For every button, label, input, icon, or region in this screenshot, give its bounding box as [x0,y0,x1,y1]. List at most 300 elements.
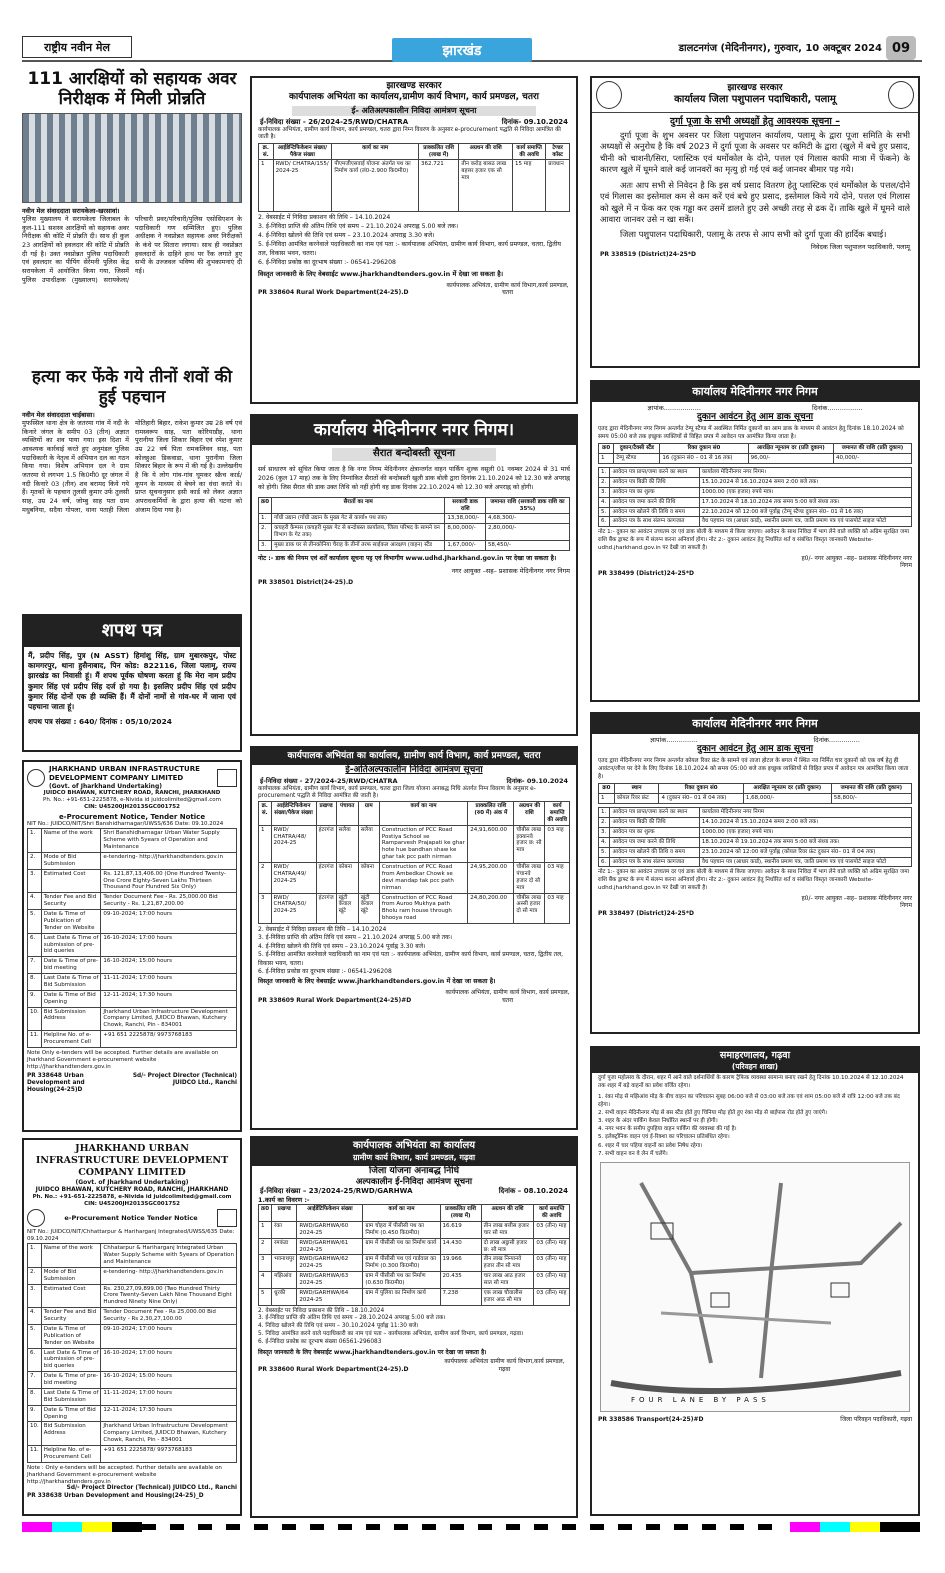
govt-emblem-icon [27,769,45,787]
table-cell: हंटरगंज [316,893,336,924]
org-name: JHARKHAND URBAN INFRASTRUCTURE DEVELOPMENT COMPANY LIMITED [49,765,200,782]
column-header: रिक्त दुकान सं0 [660,444,748,454]
story-text: पुलिस मुख्यालय ने सरायकेला जिलाबल के कुल-111 सशस्त्र आरक्षियों को सहायक अवर निरीक्षक की कोटि में प्रोन्नति दी। साथ ही कुल 23 आरक्षियों को हवलदार की कोटि में प्रोन्नति दी गई है। उक्त नवप्रोन्नत पुलिस पदाधिकारी एवं हवलदार का पीपिंग सेरेमनी पुलिस केंद्र सरायकेला में आयोजित किया गया, जिसमें पुलिस उपाधीक्षक (मुख्यालय) सरायकेला/परिचारी प्रवर/परिचारी/पुलिस एसोसिएशन के पदाधिकारी गण सम्मिलित हुए। पुलिस अधीक्षक ने नवप्रोन्नत सहायक अवर निरीक्षकों के कंधे पर सितारा लगाया। साथ ही नवप्रोन्नत हवलदारों के दाहिने हाथ पर रैंक लगाते हुए सभी के उज्जवल भविष्य की शुभकामनाएं दी गई। [22,215,242,284]
table-cell: 20.435 [440,1272,481,1289]
table-cell: कोबना [358,863,379,894]
table-row [599,517,912,527]
table-cell: आवेदन पत्र प्राप्त/जमा करने का स्थान [610,468,699,478]
table-cell: तीन करोड़ बासठ लाख बहत्तर हजार एक सौ मात्र [459,160,513,212]
column-header: जमानत राशि (सरकारी डाक राशि का 35%) [485,497,569,514]
table-cell: कचहरी कैम्पस (कचहरी मुख्य गेट से बन्दोबस्त कार्यालय, जिला परिषद के सामने वन विभाग के गेट तक) [272,524,445,541]
table-row [28,1267,237,1284]
table-cell: 1. [28,829,42,853]
table-cell: टेम्पू स्टैण्ड [614,454,660,464]
table-cell: 16 (दुकान सं0 – 01 से 16 तक) [660,454,748,464]
table-cell: 6. [28,933,42,957]
website-line: विस्तृत जानकारी के लिए वेबसाईट www.jharkhandtenders.gov.in में देखा जा सकता है। [258,978,496,986]
column-header: कार्य समाप्ति की अवधि [512,143,545,160]
column-header: क्र. सं. [259,143,274,160]
column-header: टेण्डर कॉस्ट [546,143,570,160]
table-cell: 09-10-2024; 17:00 hours [101,910,237,934]
table-cell: 1 [599,454,614,464]
table-cell: 1. [28,1244,42,1268]
place: चाईबासा। [72,411,95,420]
notice-items [252,924,576,978]
column-header: आईडेंटिफिकेशन संख्या [297,1205,363,1222]
column-header: सरकारी डाक राशि [445,497,486,514]
org-phone: Ph. No.: +91-651-2225878, e-Nivida id juidcolimited@gmail.com [32,1193,232,1200]
table-cell: Last Date & Time of submission of pre-bid queries [41,933,101,957]
table-cell: +91 651 2225878/ 9973768183 [101,1446,237,1463]
govt-title: झारखण्ड सरकार [386,81,442,91]
office-title: कार्यालय जिला पशुपालन पदाधिकारी, पलामू [674,94,836,106]
signatory: जिला परिवहन पदाधिकारी, गढ़वा [840,1415,912,1423]
table-cell: चार लाख आठ हजार सात सौ मात्र [481,1272,534,1289]
table-cell: 2,80,000/- [485,524,569,541]
road-inner [661,1313,831,1323]
table-cell: हंटरगंज [316,863,336,894]
table-cell: 3 [259,1255,272,1272]
table-cell: Estimated Cost [41,869,101,893]
table-cell: RWD/ CHATRA/48/ 2024-25 [271,825,316,862]
list-item: 2. वेबसाईट में निविदा प्रकाशन की तिथि – 14.10.2024 [258,214,391,222]
notice-title: ई- अतिअल्पकालीन निविदा आमंत्रण सूचना [292,106,536,116]
column-header: कार्य समाप्ति की अवधि [545,802,570,826]
signatory: निवेदक जिला पशुपालन पदाधिकारी, पलामू [810,242,910,251]
list-item: 7. सभी वाहन वन वे लेन में चलेंगे। [598,1150,668,1157]
table-cell: 40,000/- [834,454,912,464]
pr-number: PR 338586 Transport(24-25)#D [598,1415,704,1423]
schedule-table [598,807,912,867]
table-cell: 58,450/- [485,541,569,551]
column-header: कार्य का नाम [379,802,467,826]
table-cell: तीन लाख बत्तीस हजार चार सौ मात्र [481,1221,534,1238]
table-cell: 13,38,000/- [445,514,486,524]
table-cell: 2. [28,1267,42,1284]
memo-number: ज्ञापांक.................. [647,403,701,412]
table-cell: आवेदन पत्र जमा करने की तिथि [610,497,699,507]
table-cell: RWD/GARHWA/62 2024-25 [297,1255,363,1272]
table-row [599,507,912,517]
table-cell: 16.619 [440,1221,481,1238]
table-row [28,1372,237,1389]
website-line: विस्तृत जानकारी के लिए वेबसाईट www.jharkhandtenders.gov.in में देखा जा सकता है। [258,270,504,279]
table-cell: Tender Document Fee - Rs 25,000.00 Bid Security - Rs 2,30,27,100.00 [101,1308,237,1325]
table-row [28,957,237,974]
table-cell: e-tendering- http://jharkhandtenders.gov.in [101,852,237,869]
column-header: प्रखण्ड [272,1205,297,1222]
table-cell: 11. [28,1031,42,1048]
govt-emblem-icon [27,1209,45,1227]
signatory: Sd/- Project Director (Technical) JUIDCO Ltd., Ranchi [132,1072,237,1086]
column-header: प्राक्कलित राशि (रु0 में) अंक में [468,802,514,826]
table-cell: 2 [259,863,272,894]
table-cell: Tender Document Fee - Rs. 25,000.00 Bid Security - Rs. 1,21,87,200.00 [101,893,237,910]
table-cell: 4,68,300/- [485,514,569,524]
notice-intro: एतद द्वारा मेदिनीनगर नगर निगम अन्तर्गत कोयल रिवर फ्रंट के सामने एवं ताजा होटल के बगल में स्थित नव निर्मित चार दुकानों को एक वर्ष हेतु ही आवंटन/लीज पर देने के लिए दिनांक 18.10.2024 को समय 05:00 बजे तक इच्छुक व्यक्तियों से विहित प्रपत्र में आवेदन पत्र आमंत्रित किया जाता है। [598,758,909,781]
table-cell: e-tendering- http://jharkhandtenders.gov.in [101,1267,237,1284]
list-item: 1. रंका मोड़ से मझिआंव मोड़ के बीच वाहन का परिचालन सुबह 06:00 बजे से 03:00 बजे तक एवं शाम 05:00 बजे से रात्रि 12:00 बजे तक बंद रहेगा। [598,1093,900,1109]
table-cell: गाँधी उद्यान (गाँधी उद्यान के मुख्य गेट से कार्या० पथ तक) [272,514,445,524]
signatory: ह0/- नगर आयुक्त –सह– प्रशासक मेदिनीनगर नगर निगम [801,554,912,570]
table-row [599,857,912,867]
table-cell: हंटरगंज [316,825,336,862]
notice-notes: नोट 1:- दुकान का आवंटन उच्चतम दर एवं डाक बोली के माध्यम से किया जाएगा। आवेदन के साथ निविदा में भाग लेने वाले व्यक्ति को अग्रिम सुरक्षित जमा राशि बैंक ड्राफ्ट के रूप में संलग्न करना अनिवार्य होगा। नोट 2:- दुकान आवंटन हेतु निर्धारित शर्त व संबंधित विस्तृत जानकारी Website- udhd.jharkhand.gov.in पर देखी जा सकती है। [598,869,909,892]
table-row [28,1388,237,1405]
table-cell: ग्राम में पुलिया का निर्माण कार्य [363,1288,440,1305]
table-cell: Bid Submission Address [41,1007,101,1031]
table-cell: RWD/GARHWA/61 2024-25 [297,1238,363,1255]
list-item: 4. ई-निविदा खोलने की तिथि एवं समय – 23.10.2024 अपराह्न 3.30 बजे। [258,232,435,240]
pr-number: PR 338519 (District)24-25*D [600,250,696,258]
table-cell: Mode of Bid Submission [41,852,101,869]
column-header: पंचायत [336,802,358,826]
table-cell: RWD/ CHATRA/155/ 2024-25 [273,160,332,212]
signatory: नगर आयुक्त –सह– प्रशासक मेदिनीनगर नगर निगम [451,566,570,575]
parking-p3 [831,1283,849,1297]
office-title: कार्यपालक अभियंता का कार्यालय, ग्रामीण कार्य विभाग, कार्य प्रमण्डल, चतरा [252,748,576,765]
table-cell: 4. [599,497,610,507]
table-row [599,837,912,847]
signatory: कार्यपालक अभियंता, ग्रामीण कार्य विभाग,कार्य प्रमण्डल, चतरा [446,281,569,296]
column-header: स्थान [614,784,659,794]
table-cell: 2 [259,1238,272,1255]
list-item: 4. ई-निविदा खोलने की तिथि एवं समय – 23.10.2024 पूर्वाह्न 3.30 बजे। [258,942,426,950]
org-sub: (Govt. of Jharkhand Undertaking) [75,1178,189,1186]
table-cell: 09-10-2024; 17:00 hours [101,1324,237,1348]
table-cell: 5. [28,910,42,934]
notice-title: सैरात बन्दोबस्ती सूचना [332,448,496,461]
juidco-tender-1 [22,760,242,1132]
notice-heading: दुर्गा पूजा के सभी अध्यक्षों हेतु आवश्यक सूचना – [670,116,840,127]
schedule-table [598,467,912,527]
notice-intro: दुर्गा पूजा महोत्सव के दौरान, शहर में आने वाले दर्शनार्थियों के कारण ट्रैफिक व्यवस्था सामान्य बनाए रखने हेतु दिनांक 10.10.2024 से 12.10.2024 तक शहर में बड़े वाहनों का प्रवेश वर्जित रहेगा। [598,1075,904,1090]
notice-items [252,1306,576,1349]
table-cell: Date & Time of pre-bid meeting [41,1372,101,1389]
list-item: 3. ई-निविदा प्राप्ति की अंतिम तिथि एवं समय – 21.10.2024 अपराह्न 5.00 बजे तक। [258,223,459,231]
website-line: विस्तृत जानकारी के लिए वेबसाईट www.jharkhandtenders.gov.in पर देखा जा सकता है। [258,1348,487,1356]
nagar-nigam-sairat-notice [250,414,578,736]
table-cell: 11. [28,1446,42,1463]
table-row [28,933,237,957]
column-header: आरक्षित न्यूनतम दर (प्रति दुकान) [748,444,833,454]
table-cell: Last Date & Time of submission of pre-bid queries [41,1348,101,1372]
table-row [599,847,912,857]
tender-table [27,828,237,1048]
list-item: 4. निविदा खोलने की तिथि एवं समय – 30.10.2024 पूर्वाह्न 11:30 बजे। [258,1323,419,1330]
byline: नवीन मेल संवाददाता [22,207,71,216]
table-row [259,524,570,541]
table-row [259,1221,570,1238]
place: सरायकेला-खरसावां। [72,207,120,216]
notice-para-1: दुर्गा पूजा के शुभ अवसर पर जिला पशुपालन कार्यालय, पलामू के द्वारा पूजा समिति के सभी अध्यक्षों से अनुरोध है कि वर्ष 2023 में दुर्गा पूजा के अवसर पर कमिटी के द्वारा (खुले में बचे हुए प्रसाद, चीनी को चाशनी/सिरा, प्लास्टिक एवं थर्मोकोल के दोने, पत्तल एवं गिलास काफी मात्रा में फेंकने) के कारण खुले में घूमने वाले कई जानवरों का मृत्यु हो गई एवं कई जानवर बीमार पड़ गये। [600,129,910,175]
table-cell: 14.10.2024 से 15.10.2024 समय 2:00 बजे तक। [699,818,911,828]
table-cell: 9. [28,1405,42,1422]
table-cell: Mode of Bid Submission [41,1267,101,1284]
office-title: कार्यपालक अभियंता का कार्यालय [252,1138,576,1153]
table-cell: 15.10.2024 से 16.10.2024 समय 2:00 बजे तक। [699,477,911,487]
route-map [600,1162,910,1412]
office-title: समाहरणालय, गढ़वा [592,1048,918,1062]
table-cell: दो लाख अट्ठासी हजार छ: सौ मात्र [481,1238,534,1255]
org-phone: Ph. No.: +91-651-2225878, e-Nivida id juidcolimited@gmail.com [43,796,221,803]
table-cell: 16-10-2024; 17:00 hours [101,933,237,957]
table-cell: सलैया [336,825,358,862]
table-cell: खूंटी केवाल खूंटे [358,893,379,924]
table-cell: Date & Time of Publication of Tender on Website [41,910,101,934]
table-cell: मझिआंव [272,1272,297,1289]
table-cell: 1 [259,1221,272,1238]
rwd-chatra-tender-26 [250,76,578,404]
nit-number: NIT No.: JUIDCO/NIT/Shri Banshidharnagar/UWSS/636 Date: 09.10.2024 [27,821,224,828]
table-cell: 3. [259,541,272,551]
table-cell: 24,80,200.00 [468,893,514,924]
column-header: प्राक्कलित राशि (लाख में) [418,143,458,160]
table-cell: आवेदन पत्र खोलने की तिथि व समय [610,507,699,517]
table-row [28,852,237,869]
org-cin: CIN: U45200JH2013SGC001752 [84,803,180,810]
cmyk-mark [880,1522,920,1532]
nit-number: ई-निविदा संख्या - 27/2024-25/RWD/CHATRA [260,776,398,785]
office-title: कार्यालय मेदिनीनगर नगर निगम [592,382,918,402]
table-cell: आवेदन पत्र का शुल्क [610,827,699,837]
affidavit-text: मैं, प्रदीप सिंह, पुत्र (N ASST) हिमांशु सिंह, ग्राम मुबारकपुर, पोस्ट कामगरपुर, थाना हुसैनाबाद, पिन कोड: 822116, जिला पलामू, राज्य झारखंड का निवासी हूं। मैं शपथ पूर्वक घोषणा करता हूं कि मेरा नाम प्रदीप कुमार सिंह एवं प्रदीप सिंह दर्ज हो गया है। इसलिए प्रदीप सिंह एवं प्रदीप कुमार सिंह दोनों एक ही व्यक्ति हैं। मैं दोनों नामों से गांव-घर में जाना एवं पहचाना जाता हूं। [28,650,236,712]
table-cell: आवेदन पत्र खोलने की तिथि व समय [610,847,699,857]
table-cell: Helpline No. of e-Procurement Cell [41,1031,101,1048]
table-cell: आवेदन पत्र जमा करने की तिथि [610,837,699,847]
table-cell: 7.238 [440,1288,481,1305]
table-cell: Rs. 230,27,09,899.00 (Two Hundred Thirty Crore Twenty-Seven Lakh Nine Thousand Eight Hundred Ninety Nine Only) [101,1284,237,1308]
table-cell: Jharkhand Urban Infrastructure Development Company Limited, JUIDCO Bhawan, Kutchery Chowk, Ranchi, Pin - 834001 [101,1422,237,1446]
table-cell: 03 माह [545,825,570,862]
table-cell: मुख्य डाक घर से तीनकोनिया चैराह के तीनों तरफ साईकल आरक्षण (वाहन) स्टैंड [272,541,445,551]
nit-number: NIT No.: JUIDCO/NIT/Chhattarpur & Hariharganj Integrated/UWSS/635 Date: 09.10.2024 [27,1229,235,1243]
table-cell: RWD/ CHATRA/49/ 2024-25 [271,863,316,894]
office-title: कार्यपालक अभियंता का कार्यालय,ग्रामीण कार्य विभाग, कार्य प्रमण्डल, चतरा [289,92,539,103]
table-row [599,818,912,828]
story-body [22,207,242,284]
table-cell: 3. [28,1284,42,1308]
list-item: 5. निविदा आमंत्रित करने वाले पदाधिकारी का नाम एवं पता – कार्यपालक अभियंता, ग्रामीण कार्य विभाग, कार्य प्रमण्डल, गढ़वा। [258,1331,524,1338]
notice-title: ई-अतिअल्पकालीन निविदा आमंत्रण सूचना [345,765,483,776]
cmyk-mark [52,1522,82,1532]
column-header: क्र0 [259,1205,272,1222]
cmyk-mark [22,1522,52,1532]
juidco-tender-2 [22,1138,242,1516]
table-row [599,808,912,818]
cmyk-mark [820,1522,850,1532]
news-story-murder [22,368,242,514]
column-header: अग्रधन की राशि [514,802,545,826]
road-east [691,1223,901,1273]
govt-emblem-icon [596,81,622,109]
nit-number: ई-निविदा संख्या – 23/2024-25/RWD/GARHWA [260,1187,413,1196]
column-header: प्रखण्ड [316,802,336,826]
table-row [28,1031,237,1048]
table-row [259,1288,570,1305]
table-cell: 12-11-2024; 17:30 hours [101,1405,237,1422]
column-header: अग्रधन की राशि [481,1205,534,1222]
list-item: 2. वेबसाईट में निविदा प्रकाशन की तिथि – 14.10.2024 [258,926,387,934]
table-row [28,1308,237,1325]
list-item: 5. ई-निविदा आमंत्रित करनेवाले पदाधिकारी का नाम एवं पता :- कार्यपालक अभियंता, ग्रामीण कार्य विभाग, कार्य प्रमण्डल, चतरा, द्वितीय तल, विकास भवन, चतरा। [258,951,564,967]
table-cell: 2. [599,818,610,828]
column-header: रिक्त दुकान सं0 [659,784,743,794]
table-cell: Construction of PCC Road Postiya School se Ramparvesh Prajapati ke ghar hote hue bandhan shaw ke ghar tak pcc path nirman [379,825,467,862]
table-cell: पीएमजीएसवाई योजना अंतर्गत पथ का निर्माण कार्य (लं0-2.900 कि0मी0) [332,160,419,212]
table-cell: RWD/ CHATRA/50/ 2024-25 [271,893,316,924]
table-cell: आवेदन पत्र का शुल्क [610,487,699,497]
list-label: 1.कार्य का विवरण :- [258,1196,310,1205]
notice-date: दिनांक- 09.10.2024 [506,776,568,785]
route-map-drawing [601,1163,913,1411]
table-cell: RWD/GARHWA/60 2024-25 [297,1221,363,1238]
table-row [259,514,570,524]
table-cell: ग्राम में पीसीसी पथ का निर्माण कार्य [363,1238,440,1255]
table-cell: 5. [599,847,610,857]
road-central [761,1183,781,1378]
story-text: मुफस्सिल थाना क्षेत्र के जतरमा गांव में नदी के किनारे जंगल के समीप 03 (तीन) अज्ञात व्यक्तियों का शव पाया गया। इस दिशा में आवश्यक कार्रवाई करते हुए अनुमंडल पुलिस पदाधिकारी के नेतृत्व में अभियान दल का गठन किया गया। विशेष अभियान दल ने ग्राम जतरमा से लगभग 1.5 कि0मी0 दूर जंगल में नदी किनारे 03 (तीन) शव बरामद किये गये हैं। मृतकों के पहचान तुलसी कुमार उर्फ तुलसी साह, उम्र 24 वर्ष, जोम्बु साह पता ग्राम मधुबनिया, सदैया गोपला, थाना पताही जिला मोतिहारी बिहार, राकेश कुमार उम्र 28 वर्ष एवं रामस्वरूप साह, पता कोरियाडीह, थाना पुरानीया जिला शिकार बिहार एवं रमेश कुमार उम्र 22 वर्ष पिता रामकलिवन साह, पता कोलहुआ डिकवाडा, थाना पुरानीया जिला शिकार बिहार के रूप में की गई है। उल्लेखनीय है कि ये लोग गांव-गांव घूमकर स्क्रैच कार्ड/कूपन के माध्यम से बेचने का धंधा करते थे। प्राप्त सूचनानुसार इसी कार्ड को लेकर अज्ञात अपराधकर्मियों के द्वारा हत्या की घटना को अंजाम दिया गया है। [22,419,242,514]
notice-note: नोट :- डाक की नियम एवं शर्तें कार्यालय सूचना पट्ट एवं विभागीय www.udhd.Jharkhand.gov.in पर देखा जा सकता है। [258,554,557,562]
table-cell: Construction of PCC Road from Auroo Mukhya path Bholu ram house through bhooya road [379,893,467,924]
rwd-chatra-tender-27 [250,746,578,1130]
notice-intro: कार्यपालक अभियंता, ग्रामीण कार्य विभाग, कार्य प्रमण्डल, चतरा द्वारा निम्न विवरण के अनुसार e-procurement पद्धति से निविदा आमंत्रित की जाती है। [258,127,561,141]
notice-date: दिनांक- 09.10.2024 [501,117,568,126]
table-cell: 1000.00 (एक हजार) रुपये मात्र। [699,487,911,497]
nagar-nigam-shop-notice-2 [590,712,920,1034]
column-header: दुकान/टैक्सी स्टैंड [614,444,660,454]
column-header: क्र. सं. [259,802,272,826]
memo-date: दिनांक............... [813,735,860,744]
table-cell: 23.10.2024 को 12:00 बजे पूर्वाह्न (कोयल रिवर फ्रंट दुकान सं0– 01 से 04 तक) [699,847,911,857]
map-road-label: FOUR LANE BY PASS [631,1396,770,1405]
column-header: क्र0 [599,444,614,454]
table-row [599,827,912,837]
table-cell: Estimated Cost [41,1284,101,1308]
tender-table [258,801,570,924]
table-cell: 1000.00 (एक हजार) रुपये मात्र। [699,827,911,837]
table-cell: 4. [28,1308,42,1325]
table-cell: ग्राम में पीसीसी पथ एवं गार्डवाल का निर्माण (0.300 कि0मी0) [363,1255,440,1272]
table-cell: 362.721 [418,160,458,212]
table-cell: RWD/GARHWA/64 2024-25 [297,1288,363,1305]
table-cell: 24,95,200.00 [468,863,514,894]
table-cell: 19.966 [440,1255,481,1272]
pashupalan-notice [590,76,920,368]
table-row [599,487,912,497]
cmyk-mark [82,1522,112,1532]
table-cell: 03 माह [545,893,570,924]
section-banner: झारखंड [392,38,532,62]
registration-strip [142,1524,782,1530]
table-cell: 03 माह [545,863,570,894]
column-header: आईडेन्टिफिकेशन संख्या/पैकेज संख्या [273,143,332,160]
rwd-garhwa-tender-23 [250,1136,578,1518]
list-item: 5. इलेक्ट्रॉनिक वाहन एवं ई-रिक्शा का परिचालन प्रतिबंधित रहेगा। [598,1134,730,1141]
table-cell: खूंटी केवाल खूंटे [336,893,358,924]
table-cell: 03 (तीन) माह [534,1288,570,1305]
table-cell: 3. [28,869,42,893]
table-cell: 22.10.2024 को 12:00 बजे पूर्वाह्न (टेम्पू स्टैण्ड दुकान सं0– 01 से 16 तक) [699,507,911,517]
table-cell: Date & Time of pre-bid meeting [41,957,101,974]
notice-title: दुकान आवंटन हेतु आम डाक सूचना [696,411,814,422]
table-cell: धुरकी [272,1288,297,1305]
table-cell: 7. [28,1372,42,1389]
table-cell: 1 [259,825,272,862]
notice-notes: नोट 1:- दुकान का आवंटन उच्चतम दर एवं डाक बोली के माध्यम से किया जाएगा। आवेदन के साथ निविदा में भाग लेने वाले व्यक्ति को अग्रिम सुरक्षित जमा राशि बैंक ड्राफ्ट के रूप में संलग्न करना अनिवार्य होगा। नोट 2:- दुकान आवंटन हेतु निर्धारित शर्त व संबंधित विस्तृत जानकारी Website- udhd.jharkhand.gov.in पर देखी जा सकती है। [598,529,909,551]
table-cell: 03 (तीन) माह [534,1221,570,1238]
table-row [259,1272,570,1289]
list-item: 6. शहर में चार पहिया वाहनों का प्रवेश निषेध रहेगा। [598,1142,703,1149]
notice-intro: एतद द्वारा मेदिनीनगर नगर निगम अन्तर्गत टेम्पू स्टैण्ड में अवस्थित निर्मित दुकानों का आम डाक के माध्यम से आवंटन हेतु दिनांक 18.10.2024 को समय 05:00 बजे तक इच्छुक व्यक्तियों से विहित प्रपत्र में आवेदन पत्र आमंत्रित किया जाता है। [598,426,904,441]
table-row [259,1238,570,1255]
table-row [599,477,912,487]
table-cell: Helpline No. of e-Procurement Cell [41,1446,101,1463]
table-cell: 3. [599,487,610,497]
table-cell: तीन लाख निन्यानवे हजार तीन सौ मात्र [481,1255,534,1272]
shop-table [598,783,912,804]
org-name: JHARKHAND URBAN INFRASTRUCTURE DEVELOPMENT COMPANY LIMITED [35,1143,229,1178]
table-cell: Bid Submission Address [41,1422,101,1446]
tender-note: Note : Only e-tenders will be accepted. Further details are available on Jharkhand Government e-procurement website http://jharkhandtenders.gov.in [27,1464,222,1485]
table-cell: 14.430 [440,1238,481,1255]
table-cell: चौबीस लाख अस्सी हजार दो सौ मात्र [514,893,545,924]
column-header: कार्य का नाम [363,1205,440,1222]
notice-para-3: जिला पशुपालन पदाधिकारी, पलामू के तरफ से आप सभी को दुर्गा पूजा की हार्दिक बधाई। [620,229,887,240]
table-cell: सलैया [358,825,379,862]
table-row [28,1007,237,1031]
dept-title: ग्रामीण कार्य विभाग, कार्य प्रमण्डल, गढ़वा [252,1153,576,1166]
table-cell: 15 माह [512,160,545,212]
org-address: JUIDCO BHAWAN, KUTCHERY ROAD, RANCHI, JHARKHAND [43,790,221,796]
notice-title: दुकान आवंटन हेतु आम डाक सूचना [696,743,814,754]
notice-title: e-Procurement Notice, Tender Notice [58,812,206,821]
pr-number: PR 338638 Urban Development and Housing(24-25)_D [27,1492,204,1499]
column-header: कार्य समाप्ति की अवधि [534,1205,570,1222]
pr-number: PR 338501 District(24-25).D [258,578,354,586]
table-cell: Date & Time of Bid Opening [41,990,101,1007]
table-cell: 9. [28,990,42,1007]
govt-title: झारखण्ड सरकार [727,83,783,94]
tender-note: Note Only e-tenders will be accepted. Further details are available on Jharkhand Government e-procurement website http://jharkhandtenders.gov.in [27,1049,219,1070]
table-cell: Tender Fee and Bid Security [41,893,101,910]
table-row [28,974,237,991]
group-photo [22,113,242,203]
table-cell: चौबीस लाख पंचानवे हजार दो सौ मात्र [514,863,545,894]
list-item: 3. ई-निविदा प्राप्ति की अंतिम तिथि एवं समय – 28.10.2024 अपराह्न 5:00 बजे तक। [258,1315,446,1322]
office-title: कार्यालय मेदिनीनगर नगर निगम। [252,416,576,445]
table-row [28,893,237,910]
list-item: 2. वेबसाईट पर निविदा प्रकाशन की तिथि – 18.10.2024 [258,1307,385,1314]
scheme-title: जिला योजना अनाबद्ध निधि [368,1165,460,1176]
table-cell: Construction of PCC Road from Ambedkar Chowk se devi mandap tak pcc path nirman [379,863,467,894]
table-cell: ग्राम में पीसीसी पथ का निर्माण (0.630 कि0मी0) [363,1272,440,1289]
table-cell: 1. [259,514,272,524]
table-cell: 1. [599,808,610,818]
page-number: 09 [886,36,916,60]
table-cell: Date & Time of Bid Opening [41,1405,101,1422]
table-row [28,1422,237,1446]
affidavit-number: शपथ पत्र संख्या : 640/ दिनांक : 05/10/2024 [28,716,172,726]
table-cell: Last Date & Time of Bid Submission [41,974,101,991]
list-item: 6. ई-निविदा प्रकोष्ठ का दूरभाष संख्या 06561-296083 [258,1338,382,1345]
table-row [28,910,237,934]
dept-logo-icon [888,81,914,109]
column-header: आईडेन्टिफिकेशन संख्या/पैकेज संख्या [271,802,316,826]
tender-table [27,1243,237,1463]
table-cell: 1 [259,160,274,212]
notice-title: e-Procurement Notice Tender Notice [64,1214,198,1223]
